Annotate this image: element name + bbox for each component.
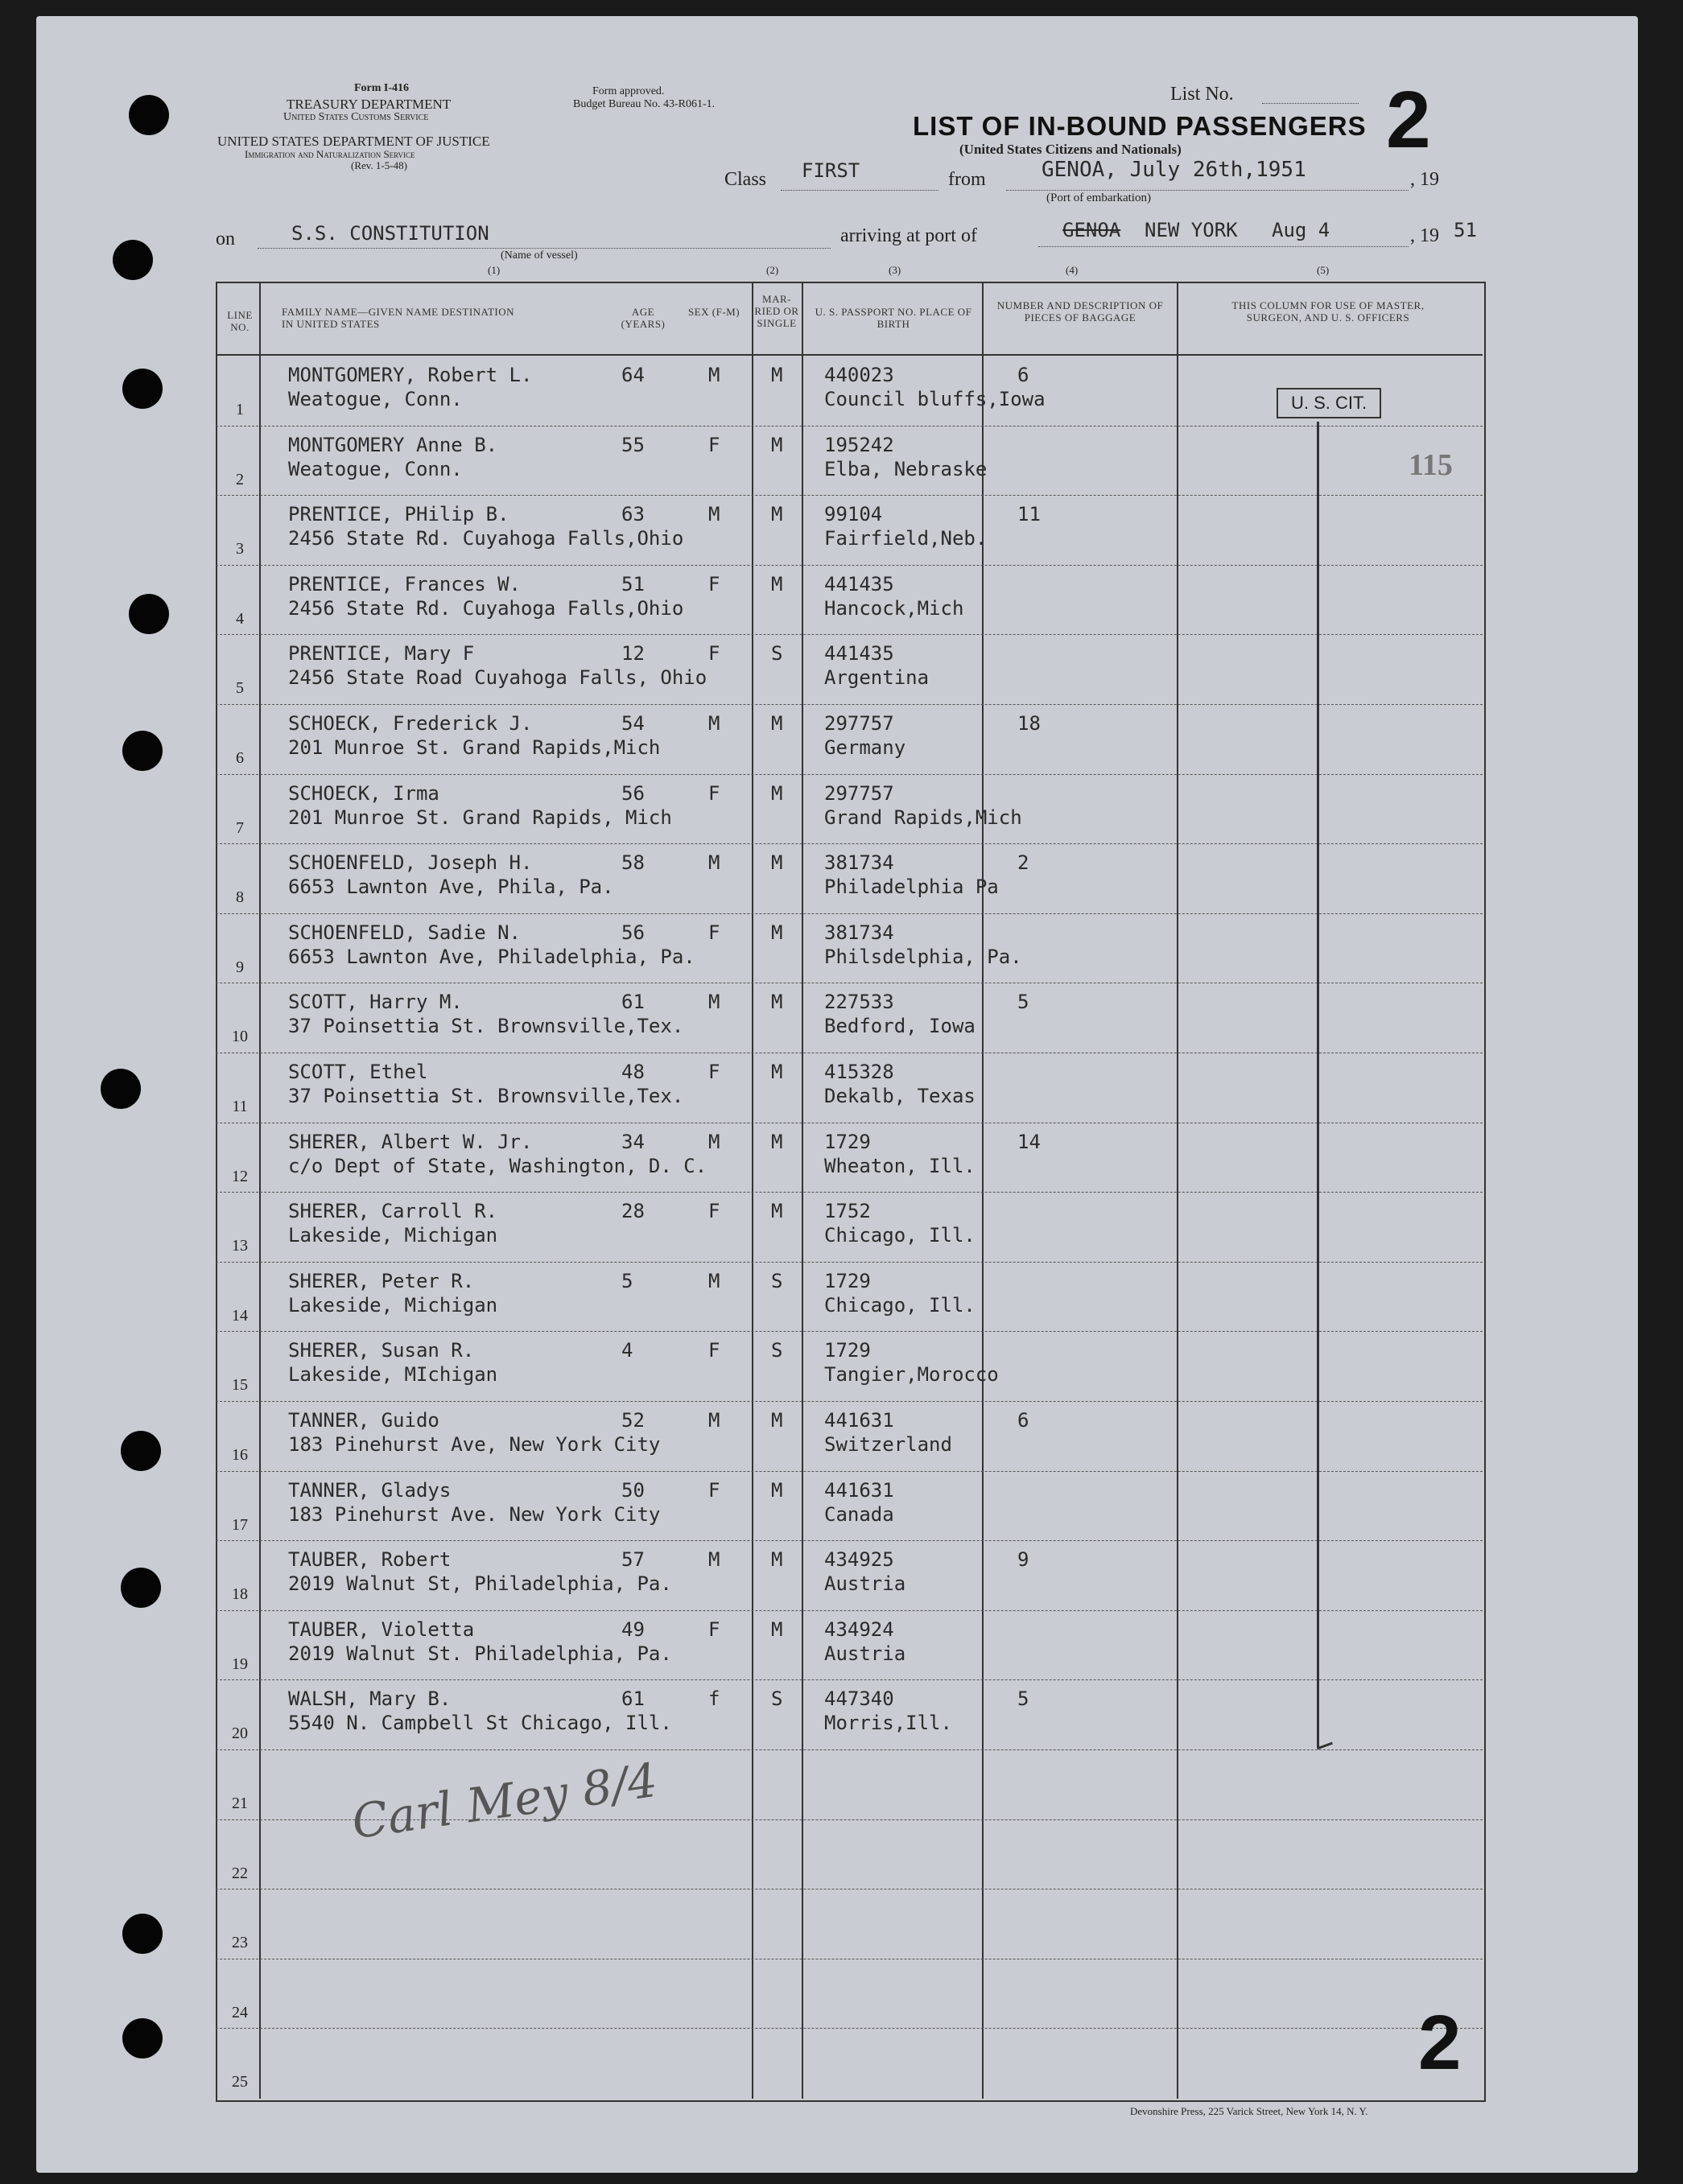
vessel-name: S.S. CONSTITUTION xyxy=(291,222,489,245)
treasury-dept: TREASURY DEPARTMENT xyxy=(287,97,452,112)
ins-label: Immigration and Naturalization Service xyxy=(245,148,415,160)
passport-number: 441435 xyxy=(824,572,894,595)
sex: M xyxy=(708,712,720,735)
arrival-year-prefix: , 19 xyxy=(1410,225,1439,246)
age: 12 xyxy=(621,642,645,666)
punch-hole xyxy=(122,731,163,771)
marital-status: M xyxy=(771,503,783,526)
marital-status: M xyxy=(771,1617,783,1641)
arriving-line xyxy=(1038,246,1409,247)
marital-status: S xyxy=(771,1687,783,1711)
baggage-count: 2 xyxy=(1017,851,1029,875)
age: 52 xyxy=(621,1409,645,1432)
form-approved: Form approved. xyxy=(592,85,665,97)
table-row xyxy=(216,913,1483,983)
passenger-name: SHERER, Susan R. xyxy=(288,1339,475,1362)
passenger-name: SCHOECK, Frederick J. xyxy=(288,712,533,735)
passenger-name: SCHOENFELD, Joseph H. xyxy=(288,851,533,875)
sex: F xyxy=(708,1339,720,1362)
punch-hole xyxy=(122,369,163,409)
marital-status: M xyxy=(771,1548,783,1572)
passenger-name: SCHOENFELD, Sadie N. xyxy=(288,921,521,944)
header-age: AGE (YEARS) xyxy=(621,306,666,330)
justice-dept: UNITED STATES DEPARTMENT OF JUSTICE xyxy=(217,134,490,149)
place-of-birth: Canada xyxy=(824,1502,894,1526)
punch-hole xyxy=(121,1568,161,1608)
class-line xyxy=(781,190,938,191)
place-of-birth: Philadelphia Pa xyxy=(824,876,999,899)
age: 63 xyxy=(621,503,645,526)
sex: F xyxy=(708,1200,720,1223)
place-of-birth: Tangier,Morocco xyxy=(824,1363,999,1387)
class-label: Class xyxy=(724,169,767,190)
passport-number: 195242 xyxy=(824,433,894,456)
passport-number: 440023 xyxy=(824,364,894,386)
header-married: MAR-RIED OR SINGLE xyxy=(754,293,799,329)
age: 50 xyxy=(621,1478,645,1502)
sex: F xyxy=(708,642,720,666)
arriving-label: arriving at port of xyxy=(840,225,977,246)
destination: 183 Pinehurst Ave. New York City xyxy=(288,1502,661,1526)
age: 4 xyxy=(621,1339,633,1362)
passenger-name: SHERER, Carroll R. xyxy=(288,1200,498,1223)
customs-service: United States Customs Service xyxy=(283,111,429,123)
passenger-name: TAUBER, Robert xyxy=(288,1548,452,1572)
vessel-line xyxy=(258,248,831,249)
passenger-name: SCHOECK, Irma xyxy=(288,781,439,805)
marital-status: M xyxy=(771,921,783,944)
line-number: 4 xyxy=(236,609,244,628)
age: 56 xyxy=(621,921,645,944)
port-embark-label: (Port of embarkation) xyxy=(1046,192,1151,204)
printer-footer: Devonshire Press, 225 Varick Street, New York 14, N. Y. xyxy=(1130,2105,1368,2117)
sex: M xyxy=(708,503,720,526)
table-row xyxy=(216,2028,1483,2098)
baggage-count: 18 xyxy=(1017,712,1041,735)
passport-number: 1729 xyxy=(824,1130,871,1153)
table-row xyxy=(216,426,1483,496)
passenger-name: WALSH, Mary B. xyxy=(288,1687,452,1711)
table-row xyxy=(216,1192,1483,1262)
age: 48 xyxy=(621,1061,645,1083)
destination: 201 Munroe St. Grand Rapids,Mich xyxy=(288,736,661,759)
age: 64 xyxy=(621,364,645,386)
destination: Weatogue, Conn. xyxy=(288,457,463,480)
line-number: 3 xyxy=(236,540,244,558)
line-number: 9 xyxy=(236,958,244,976)
place-of-birth: Philsdelphia, Pa. xyxy=(824,945,1022,968)
list-no-line xyxy=(1262,103,1359,104)
destination: Lakeside, Michigan xyxy=(288,1293,498,1317)
line-number: 18 xyxy=(232,1585,248,1604)
passport-number: 434925 xyxy=(824,1548,894,1572)
passenger-name: SHERER, Peter R. xyxy=(288,1269,475,1292)
baggage-count: 14 xyxy=(1017,1130,1041,1153)
passport-number: 381734 xyxy=(824,921,894,944)
table-row xyxy=(216,1123,1483,1193)
sex: M xyxy=(708,364,720,386)
line-number: 16 xyxy=(232,1446,248,1464)
place-of-birth: Austria xyxy=(824,1642,906,1665)
passport-number: 297757 xyxy=(824,712,894,735)
passenger-name: PRENTICE, PHilip B. xyxy=(288,503,509,526)
sex: F xyxy=(708,1478,720,1502)
line-number: 23 xyxy=(232,1934,248,1952)
sex: f xyxy=(708,1687,720,1711)
sex: M xyxy=(708,1548,720,1572)
passport-number: 1729 xyxy=(824,1269,871,1292)
col-number: (5) xyxy=(1317,264,1330,276)
age: 61 xyxy=(621,991,645,1014)
table-row xyxy=(216,495,1483,565)
marital-status: M xyxy=(771,433,783,456)
punch-hole xyxy=(122,2018,163,2058)
passport-number: 441435 xyxy=(824,642,894,666)
place-of-birth: Elba, Nebraske xyxy=(824,457,988,480)
from-label: from xyxy=(948,169,986,190)
table-row xyxy=(216,704,1483,774)
punch-hole xyxy=(122,1914,163,1954)
marital-status: S xyxy=(771,642,783,666)
destination: 183 Pinehurst Ave, New York City xyxy=(288,1433,661,1456)
sex: F xyxy=(708,572,720,595)
from-value: GENOA, July 26th,1951 xyxy=(1042,158,1306,182)
passport-number: 227533 xyxy=(824,991,894,1014)
marital-status: M xyxy=(771,1478,783,1502)
table-row xyxy=(216,1262,1483,1332)
line-number: 14 xyxy=(232,1306,248,1325)
line-number: 17 xyxy=(232,1515,248,1534)
col-number: (3) xyxy=(889,264,901,276)
age: 61 xyxy=(621,1687,645,1711)
arrival-year: 51 xyxy=(1454,219,1477,241)
line-number: 5 xyxy=(236,679,244,698)
sex: M xyxy=(708,1409,720,1432)
destination: 2456 State Road Cuyahoga Falls, Ohio xyxy=(288,666,707,690)
passport-number: 441631 xyxy=(824,1409,894,1432)
sex: F xyxy=(708,1617,720,1641)
passenger-name: SCOTT, Ethel xyxy=(288,1061,428,1083)
passenger-name: TANNER, Guido xyxy=(288,1409,439,1432)
passenger-name: TAUBER, Violetta xyxy=(288,1617,475,1641)
table-row xyxy=(216,1959,1483,2029)
list-no-value: 2 xyxy=(1386,75,1431,165)
header-sex: SEX (F-M) xyxy=(687,306,740,318)
place-of-birth: Chicago, Ill. xyxy=(824,1293,976,1317)
passenger-name: TANNER, Gladys xyxy=(288,1478,452,1502)
arrival-date: Aug 4 xyxy=(1272,219,1330,241)
place-of-birth: Germany xyxy=(824,736,906,759)
passenger-name: MONTGOMERY Anne B. xyxy=(288,433,498,456)
line-number: 25 xyxy=(232,2073,248,2091)
passport-number: 447340 xyxy=(824,1687,894,1711)
age: 49 xyxy=(621,1617,645,1641)
passport-number: 297757 xyxy=(824,781,894,805)
on-label: on xyxy=(216,229,235,249)
destination: Weatogue, Conn. xyxy=(288,388,463,410)
form-number: Form I-416 xyxy=(354,82,410,94)
passenger-name: PRENTICE, Mary F xyxy=(288,642,475,666)
passport-number: 441631 xyxy=(824,1478,894,1502)
sex: F xyxy=(708,433,720,456)
passenger-name: SCOTT, Harry M. xyxy=(288,991,463,1014)
marital-status: M xyxy=(771,1200,783,1223)
stamp-number: 115 xyxy=(1409,448,1453,482)
age: 54 xyxy=(621,712,645,735)
col-number: (4) xyxy=(1066,264,1079,276)
header-line-no: LINE NO. xyxy=(227,309,253,333)
col-number: (1) xyxy=(488,264,501,276)
table-row xyxy=(216,843,1483,913)
age: 55 xyxy=(621,433,645,456)
punch-hole xyxy=(121,1431,161,1471)
line-number: 24 xyxy=(232,2003,248,2021)
line-number: 19 xyxy=(232,1654,248,1673)
punch-hole xyxy=(101,1069,141,1109)
sex: F xyxy=(708,1061,720,1083)
marital-status: M xyxy=(771,1130,783,1153)
marital-status: S xyxy=(771,1339,783,1362)
table-row xyxy=(216,983,1483,1053)
age: 5 xyxy=(621,1269,633,1292)
place-of-birth: Wheaton, Ill. xyxy=(824,1154,976,1177)
punch-hole xyxy=(129,594,169,634)
baggage-count: 9 xyxy=(1017,1548,1029,1572)
list-no-label: List No. xyxy=(1170,84,1234,105)
destination: c/o Dept of State, Washington, D. C. xyxy=(288,1154,707,1177)
place-of-birth: Hancock,Mich xyxy=(824,596,964,620)
page-title: LIST OF IN-BOUND PASSENGERS xyxy=(913,111,1367,141)
line-number: 11 xyxy=(232,1098,248,1115)
age: 58 xyxy=(621,851,645,875)
table-row xyxy=(216,634,1483,704)
table-row xyxy=(216,565,1483,635)
passport-number: 1752 xyxy=(824,1200,871,1223)
officer-signature: Carl Mey 8/4 xyxy=(349,1752,661,1850)
header-officers: THIS COLUMN FOR USE OF MASTER, SURGEON, AND U. S. OFFICERS xyxy=(1231,299,1425,323)
destination: 2019 Walnut St, Philadelphia, Pa. xyxy=(288,1572,672,1596)
place-of-birth: Chicago, Ill. xyxy=(824,1224,976,1247)
line-number: 7 xyxy=(236,818,244,837)
baggage-count: 5 xyxy=(1017,991,1029,1014)
table-row xyxy=(216,1610,1483,1680)
destination: 2456 State Rd. Cuyahoga Falls,Ohio xyxy=(288,527,684,550)
from-year: , 19 xyxy=(1410,169,1439,190)
place-of-birth: Morris,Ill. xyxy=(824,1712,952,1735)
place-of-birth: Bedford, Iowa xyxy=(824,1015,976,1038)
marital-status: M xyxy=(771,712,783,735)
sex: M xyxy=(708,851,720,875)
line-number: 13 xyxy=(232,1237,248,1255)
marital-status: M xyxy=(771,1061,783,1083)
age: 57 xyxy=(621,1548,645,1572)
revision: (Rev. 1-5-48) xyxy=(351,159,407,171)
place-of-birth: Grand Rapids,Mich xyxy=(824,806,1022,829)
page-subtitle: (United States Citizens and Nationals) xyxy=(959,142,1182,157)
baggage-count: 6 xyxy=(1017,364,1029,386)
table-row xyxy=(216,1331,1483,1401)
baggage-count: 11 xyxy=(1017,503,1041,526)
sex: F xyxy=(708,921,720,944)
destination: 2456 State Rd. Cuyahoga Falls,Ohio xyxy=(288,596,684,620)
place-of-birth: Council bluffs,Iowa xyxy=(824,388,1046,410)
line-number: 20 xyxy=(232,1725,248,1743)
marital-status: M xyxy=(771,851,783,875)
age: 28 xyxy=(621,1200,645,1223)
place-of-birth: Dekalb, Texas xyxy=(824,1085,976,1107)
line-number: 8 xyxy=(236,888,244,907)
table-row xyxy=(216,1401,1483,1471)
sex: M xyxy=(708,1269,720,1292)
table-row xyxy=(216,1889,1483,1959)
passport-number: 381734 xyxy=(824,851,894,875)
destination: 37 Poinsettia St. Brownsville,Tex. xyxy=(288,1085,684,1107)
line-number: 6 xyxy=(236,749,244,767)
vessel-label: (Name of vessel) xyxy=(501,249,578,262)
place-of-birth: Fairfield,Neb. xyxy=(824,527,988,550)
us-citizen-stamp: U. S. CIT. xyxy=(1277,388,1381,418)
bracket-line xyxy=(1317,422,1319,1748)
sex: M xyxy=(708,991,720,1014)
marital-status: S xyxy=(771,1269,783,1292)
passport-number: 99104 xyxy=(824,503,883,526)
destination: Lakeside, Michigan xyxy=(288,1224,498,1247)
passport-number: 415328 xyxy=(824,1061,894,1083)
bottom-list-number: 2 xyxy=(1418,2000,1462,2086)
destination: 37 Poinsettia St. Brownsville,Tex. xyxy=(288,1015,684,1038)
passenger-name: PRENTICE, Frances W. xyxy=(288,572,521,595)
sex: F xyxy=(708,781,720,805)
table-row xyxy=(216,1679,1483,1749)
from-line xyxy=(1006,190,1409,191)
place-of-birth: Argentina xyxy=(824,666,930,690)
line-number: 10 xyxy=(232,1028,248,1046)
line-number: 12 xyxy=(232,1167,248,1185)
arriving-port: NEW YORK xyxy=(1145,219,1238,241)
passport-number: 1729 xyxy=(824,1339,871,1362)
marital-status: M xyxy=(771,781,783,805)
passenger-name: MONTGOMERY, Robert L. xyxy=(288,364,533,386)
header-name: FAMILY NAME—GIVEN NAME DESTINATION IN UNITED STATES xyxy=(282,306,515,330)
age: 34 xyxy=(621,1130,645,1153)
age: 56 xyxy=(621,781,645,805)
destination: Lakeside, MIchigan xyxy=(288,1363,498,1387)
passenger-name: SHERER, Albert W. Jr. xyxy=(288,1130,533,1153)
line-number: 15 xyxy=(232,1376,248,1395)
punch-hole xyxy=(129,95,169,135)
sex: M xyxy=(708,1130,720,1153)
marital-status: M xyxy=(771,364,783,386)
destination: 6653 Lawnton Ave, Philadelphia, Pa. xyxy=(288,945,695,968)
place-of-birth: Switzerland xyxy=(824,1433,952,1456)
line-number: 21 xyxy=(232,1795,248,1812)
table-row xyxy=(216,774,1483,844)
passport-number: 434924 xyxy=(824,1617,894,1641)
col-number: (2) xyxy=(766,264,779,276)
punch-hole xyxy=(113,240,153,280)
header-passport: U. S. PASSPORT NO. PLACE OF BIRTH xyxy=(815,306,972,330)
marital-status: M xyxy=(771,1409,783,1432)
header-baggage: NUMBER AND DESCRIPTION OF PIECES OF BAGGAGE xyxy=(996,299,1164,323)
marital-status: M xyxy=(771,572,783,595)
arriving-struck: GENOA xyxy=(1062,219,1121,241)
marital-status: M xyxy=(771,991,783,1014)
class-value: FIRST xyxy=(802,159,860,182)
budget-bureau: Budget Bureau No. 43-R061-1. xyxy=(573,98,716,110)
line-number: 2 xyxy=(236,470,244,488)
line-number: 1 xyxy=(236,401,244,418)
line-number: 22 xyxy=(232,1864,248,1882)
place-of-birth: Austria xyxy=(824,1572,906,1596)
baggage-count: 6 xyxy=(1017,1409,1029,1432)
destination: 6653 Lawnton Ave, Phila, Pa. xyxy=(288,876,614,899)
table-row xyxy=(216,1540,1483,1610)
age: 51 xyxy=(621,572,645,595)
destination: 201 Munroe St. Grand Rapids, Mich xyxy=(288,806,672,829)
table-row xyxy=(216,1471,1483,1541)
baggage-count: 5 xyxy=(1017,1687,1029,1711)
destination: 2019 Walnut St. Philadelphia, Pa. xyxy=(288,1642,672,1665)
table-row xyxy=(216,1053,1483,1123)
destination: 5540 N. Campbell St Chicago, Ill. xyxy=(288,1712,672,1735)
